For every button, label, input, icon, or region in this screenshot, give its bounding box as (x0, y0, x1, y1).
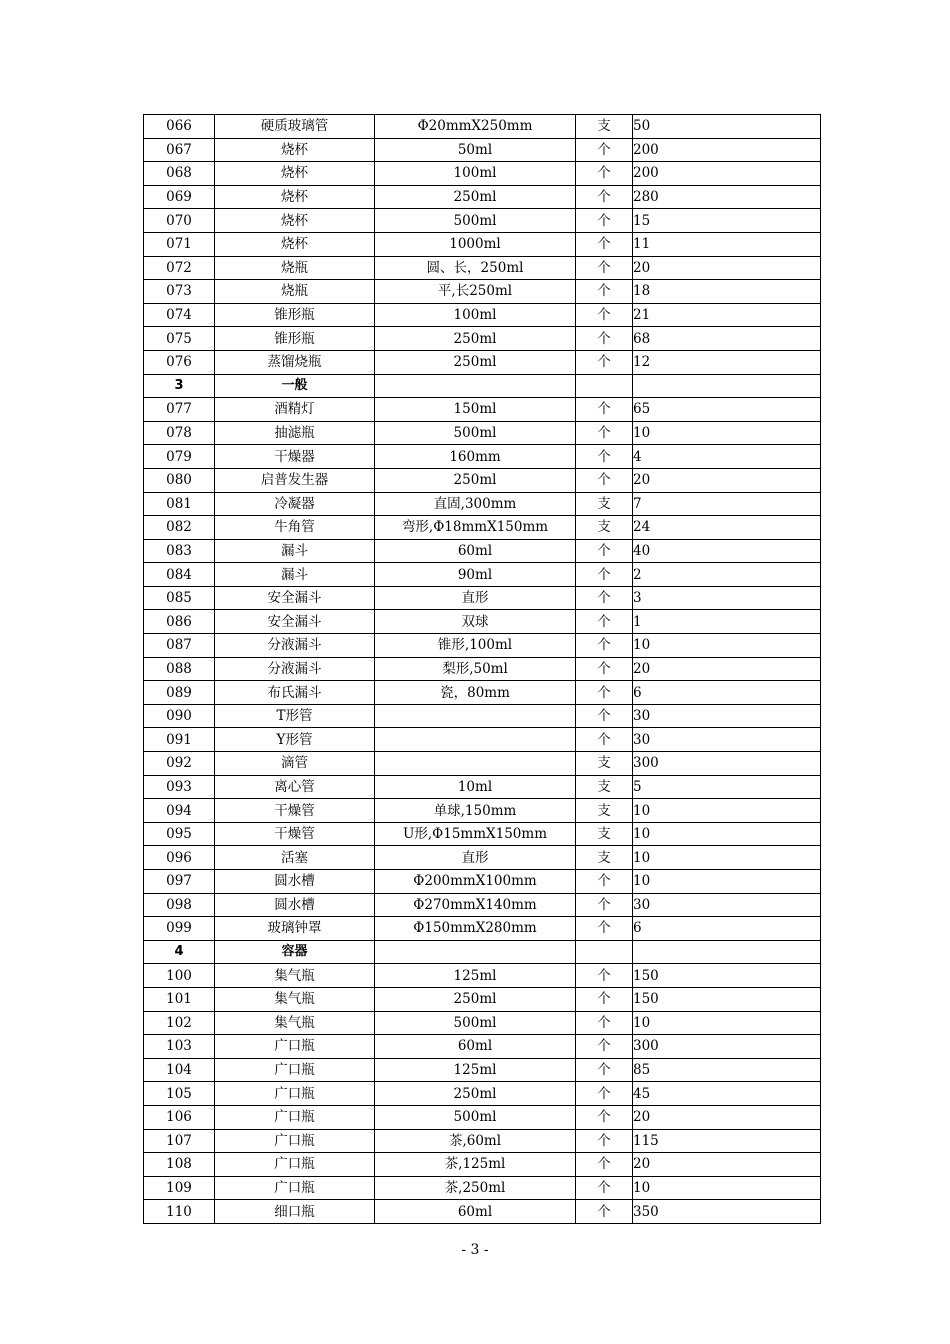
item-number-cell: 071 (144, 232, 215, 256)
item-number-cell: 072 (144, 256, 215, 280)
item-unit-cell: 个 (576, 138, 633, 162)
table-row (144, 917, 821, 941)
item-unit-cell: 支 (576, 115, 633, 139)
item-number-cell: 082 (144, 516, 215, 540)
item-spec-cell: 100ml (375, 162, 576, 186)
item-spec-cell: 10ml (375, 775, 576, 799)
item-unit-cell: 个 (576, 350, 633, 374)
item-name-cell: 离心管 (215, 775, 375, 799)
item-number-cell: 103 (144, 1035, 215, 1059)
item-quantity-cell: 3 (633, 586, 821, 610)
item-name-cell: 干燥器 (215, 445, 375, 469)
item-spec-cell (375, 752, 576, 776)
item-spec-cell: 250ml (375, 987, 576, 1011)
item-number-cell: 096 (144, 846, 215, 870)
item-quantity-cell (633, 374, 821, 398)
item-name-cell: 干燥管 (215, 822, 375, 846)
item-spec-cell: 直形 (375, 586, 576, 610)
item-number-cell: 078 (144, 421, 215, 445)
table-row (144, 185, 821, 209)
item-number-cell: 093 (144, 775, 215, 799)
table-row (144, 539, 821, 563)
item-spec-cell: Φ20mmX250mm (375, 115, 576, 139)
table-row (144, 327, 821, 351)
item-number-cell: 073 (144, 280, 215, 304)
item-quantity-cell: 20 (633, 657, 821, 681)
item-spec-cell: 茶,250ml (375, 1176, 576, 1200)
table-row (144, 303, 821, 327)
item-quantity-cell: 50 (633, 115, 821, 139)
item-quantity-cell: 10 (633, 1011, 821, 1035)
table-row (144, 752, 821, 776)
item-spec-cell: 160mm (375, 445, 576, 469)
item-unit-cell: 支 (576, 846, 633, 870)
item-spec-cell: 50ml (375, 138, 576, 162)
item-unit-cell: 个 (576, 445, 633, 469)
item-number-cell: 088 (144, 657, 215, 681)
section-row (144, 940, 821, 964)
item-name-cell: 广口瓶 (215, 1105, 375, 1129)
item-spec-cell: 梨形,50ml (375, 657, 576, 681)
item-name-cell: 干燥管 (215, 799, 375, 823)
item-spec-cell: 1000ml (375, 232, 576, 256)
item-number-cell: 083 (144, 539, 215, 563)
item-number-cell: 104 (144, 1058, 215, 1082)
item-number-cell: 075 (144, 327, 215, 351)
item-name-cell: 广口瓶 (215, 1129, 375, 1153)
item-number-cell: 106 (144, 1105, 215, 1129)
item-spec-cell: 60ml (375, 1035, 576, 1059)
item-unit-cell: 个 (576, 162, 633, 186)
item-unit-cell: 个 (576, 398, 633, 422)
item-number-cell: 074 (144, 303, 215, 327)
item-spec-cell: 100ml (375, 303, 576, 327)
item-unit-cell: 个 (576, 893, 633, 917)
item-spec-cell: 250ml (375, 327, 576, 351)
table-row (144, 280, 821, 304)
item-unit-cell (576, 940, 633, 964)
item-quantity-cell: 65 (633, 398, 821, 422)
item-quantity-cell: 30 (633, 728, 821, 752)
item-name-cell: 硬质玻璃管 (215, 115, 375, 139)
item-spec-cell: 单球,150mm (375, 799, 576, 823)
item-quantity-cell: 12 (633, 350, 821, 374)
table-row (144, 634, 821, 658)
item-spec-cell: 直形 (375, 846, 576, 870)
item-quantity-cell: 10 (633, 634, 821, 658)
item-spec-cell (375, 940, 576, 964)
item-unit-cell: 个 (576, 1176, 633, 1200)
item-name-cell: 玻璃钟罩 (215, 917, 375, 941)
item-name-cell: 蒸馏烧瓶 (215, 350, 375, 374)
table-row (144, 468, 821, 492)
item-unit-cell: 个 (576, 1058, 633, 1082)
item-quantity-cell: 150 (633, 964, 821, 988)
item-number-cell: 070 (144, 209, 215, 233)
item-unit-cell: 个 (576, 704, 633, 728)
item-spec-cell: 瓷，80mm (375, 681, 576, 705)
table-row (144, 138, 821, 162)
item-quantity-cell: 85 (633, 1058, 821, 1082)
item-quantity-cell: 10 (633, 822, 821, 846)
item-number-cell: 107 (144, 1129, 215, 1153)
table-row (144, 728, 821, 752)
item-spec-cell: U形,Φ15mmX150mm (375, 822, 576, 846)
table-row (144, 1082, 821, 1106)
item-name-cell: 烧杯 (215, 232, 375, 256)
item-quantity-cell: 6 (633, 681, 821, 705)
item-quantity-cell: 45 (633, 1082, 821, 1106)
item-name-cell: 安全漏斗 (215, 586, 375, 610)
item-number-cell: 069 (144, 185, 215, 209)
item-name-cell: 漏斗 (215, 539, 375, 563)
item-quantity-cell: 20 (633, 1153, 821, 1177)
item-name-cell: 烧瓶 (215, 280, 375, 304)
item-spec-cell: 250ml (375, 350, 576, 374)
item-name-cell: 细口瓶 (215, 1200, 375, 1224)
table-row (144, 115, 821, 139)
item-name-cell: 分液漏斗 (215, 657, 375, 681)
item-number-cell: 098 (144, 893, 215, 917)
item-spec-cell: 直固,300mm (375, 492, 576, 516)
item-unit-cell: 个 (576, 964, 633, 988)
item-spec-cell: 60ml (375, 539, 576, 563)
item-quantity-cell: 115 (633, 1129, 821, 1153)
section-row (144, 374, 821, 398)
item-quantity-cell: 150 (633, 987, 821, 1011)
item-number-cell: 102 (144, 1011, 215, 1035)
item-unit-cell: 个 (576, 1129, 633, 1153)
item-spec-cell: 500ml (375, 1011, 576, 1035)
item-number-cell: 108 (144, 1153, 215, 1177)
item-quantity-cell: 11 (633, 232, 821, 256)
item-quantity-cell: 15 (633, 209, 821, 233)
table-row (144, 1153, 821, 1177)
table-row (144, 657, 821, 681)
item-name-cell: 圆水槽 (215, 870, 375, 894)
table-row (144, 563, 821, 587)
item-spec-cell: 圆、长，250ml (375, 256, 576, 280)
item-name-cell: 烧瓶 (215, 256, 375, 280)
table-row (144, 1200, 821, 1224)
table-row (144, 846, 821, 870)
item-name-cell: 广口瓶 (215, 1058, 375, 1082)
item-spec-cell: Φ270mmX140mm (375, 893, 576, 917)
item-unit-cell: 支 (576, 822, 633, 846)
item-name-cell: 滴管 (215, 752, 375, 776)
item-name-cell: 广口瓶 (215, 1153, 375, 1177)
item-quantity-cell: 10 (633, 870, 821, 894)
table-row (144, 586, 821, 610)
item-spec-cell: 90ml (375, 563, 576, 587)
item-number-cell: 092 (144, 752, 215, 776)
table-row (144, 681, 821, 705)
item-number-cell: 089 (144, 681, 215, 705)
table-row (144, 256, 821, 280)
item-number-cell: 097 (144, 870, 215, 894)
item-number-cell: 100 (144, 964, 215, 988)
item-unit-cell: 个 (576, 681, 633, 705)
item-number-cell: 085 (144, 586, 215, 610)
item-quantity-cell: 10 (633, 1176, 821, 1200)
item-number-cell: 067 (144, 138, 215, 162)
item-number-cell: 087 (144, 634, 215, 658)
item-number-cell: 084 (144, 563, 215, 587)
item-name-cell: 容器 (215, 940, 375, 964)
item-number-cell: 105 (144, 1082, 215, 1106)
item-name-cell: 圆水槽 (215, 893, 375, 917)
item-name-cell: 集气瓶 (215, 987, 375, 1011)
item-quantity-cell: 2 (633, 563, 821, 587)
table-row (144, 987, 821, 1011)
item-name-cell: 漏斗 (215, 563, 375, 587)
item-unit-cell (576, 374, 633, 398)
item-unit-cell: 个 (576, 1082, 633, 1106)
item-quantity-cell: 6 (633, 917, 821, 941)
item-unit-cell: 个 (576, 303, 633, 327)
item-number-cell: 066 (144, 115, 215, 139)
item-quantity-cell: 200 (633, 162, 821, 186)
item-quantity-cell: 10 (633, 799, 821, 823)
item-quantity-cell: 280 (633, 185, 821, 209)
item-name-cell: 锥形瓶 (215, 327, 375, 351)
item-name-cell: 广口瓶 (215, 1035, 375, 1059)
item-quantity-cell: 4 (633, 445, 821, 469)
item-name-cell: 烧杯 (215, 162, 375, 186)
item-number-cell: 110 (144, 1200, 215, 1224)
item-quantity-cell: 18 (633, 280, 821, 304)
item-number-cell: 076 (144, 350, 215, 374)
item-name-cell: 冷凝器 (215, 492, 375, 516)
item-spec-cell: 250ml (375, 185, 576, 209)
item-number-cell: 3 (144, 374, 215, 398)
item-quantity-cell: 21 (633, 303, 821, 327)
item-unit-cell: 个 (576, 256, 633, 280)
item-unit-cell: 支 (576, 492, 633, 516)
item-number-cell: 094 (144, 799, 215, 823)
item-name-cell: 一般 (215, 374, 375, 398)
table-row (144, 162, 821, 186)
item-quantity-cell: 350 (633, 1200, 821, 1224)
item-quantity-cell (633, 940, 821, 964)
item-quantity-cell: 40 (633, 539, 821, 563)
item-unit-cell: 支 (576, 516, 633, 540)
item-unit-cell: 个 (576, 657, 633, 681)
item-unit-cell: 个 (576, 280, 633, 304)
table-row (144, 1035, 821, 1059)
item-number-cell: 079 (144, 445, 215, 469)
table-row (144, 704, 821, 728)
table-row (144, 799, 821, 823)
equipment-table-body (144, 115, 821, 1224)
item-quantity-cell: 10 (633, 846, 821, 870)
item-quantity-cell: 24 (633, 516, 821, 540)
item-quantity-cell: 200 (633, 138, 821, 162)
item-name-cell: 启普发生器 (215, 468, 375, 492)
item-quantity-cell: 300 (633, 1035, 821, 1059)
item-unit-cell: 个 (576, 917, 633, 941)
table-row (144, 1176, 821, 1200)
item-name-cell: 烧杯 (215, 209, 375, 233)
item-name-cell: T形管 (215, 704, 375, 728)
table-row (144, 492, 821, 516)
item-unit-cell: 个 (576, 539, 633, 563)
table-row (144, 1058, 821, 1082)
item-spec-cell (375, 704, 576, 728)
table-row (144, 445, 821, 469)
item-quantity-cell: 7 (633, 492, 821, 516)
item-spec-cell: 茶,125ml (375, 1153, 576, 1177)
table-row (144, 350, 821, 374)
item-number-cell: 077 (144, 398, 215, 422)
page-number: - 3 - (461, 1242, 489, 1258)
item-unit-cell: 个 (576, 1153, 633, 1177)
item-unit-cell: 个 (576, 987, 633, 1011)
item-name-cell: 广口瓶 (215, 1176, 375, 1200)
item-unit-cell: 支 (576, 775, 633, 799)
item-number-cell: 090 (144, 704, 215, 728)
item-spec-cell: 锥形,100ml (375, 634, 576, 658)
item-number-cell: 4 (144, 940, 215, 964)
item-unit-cell: 个 (576, 1011, 633, 1035)
item-spec-cell (375, 374, 576, 398)
item-unit-cell: 个 (576, 327, 633, 351)
item-number-cell: 086 (144, 610, 215, 634)
item-name-cell: 烧杯 (215, 185, 375, 209)
item-quantity-cell: 20 (633, 1105, 821, 1129)
table-row (144, 822, 821, 846)
item-unit-cell: 个 (576, 563, 633, 587)
item-spec-cell: 125ml (375, 1058, 576, 1082)
item-spec-cell: 500ml (375, 421, 576, 445)
item-quantity-cell: 20 (633, 256, 821, 280)
item-name-cell: 烧杯 (215, 138, 375, 162)
table-row (144, 1011, 821, 1035)
item-unit-cell: 个 (576, 1105, 633, 1129)
item-spec-cell: Φ150mmX280mm (375, 917, 576, 941)
table-row (144, 1105, 821, 1129)
item-spec-cell: 500ml (375, 1105, 576, 1129)
table-row (144, 870, 821, 894)
item-unit-cell: 个 (576, 468, 633, 492)
item-name-cell: 活塞 (215, 846, 375, 870)
item-unit-cell: 个 (576, 1035, 633, 1059)
item-name-cell: 分液漏斗 (215, 634, 375, 658)
table-row (144, 775, 821, 799)
item-unit-cell: 个 (576, 728, 633, 752)
item-number-cell: 068 (144, 162, 215, 186)
item-spec-cell: 平,长250ml (375, 280, 576, 304)
item-name-cell: Y形管 (215, 728, 375, 752)
item-name-cell: 广口瓶 (215, 1082, 375, 1106)
item-number-cell: 101 (144, 987, 215, 1011)
table-row (144, 1129, 821, 1153)
item-quantity-cell: 10 (633, 421, 821, 445)
item-number-cell: 091 (144, 728, 215, 752)
item-quantity-cell: 20 (633, 468, 821, 492)
item-number-cell: 081 (144, 492, 215, 516)
item-name-cell: 安全漏斗 (215, 610, 375, 634)
item-name-cell: 集气瓶 (215, 1011, 375, 1035)
item-quantity-cell: 30 (633, 704, 821, 728)
item-spec-cell: 茶,60ml (375, 1129, 576, 1153)
item-number-cell: 109 (144, 1176, 215, 1200)
table-row (144, 421, 821, 445)
item-number-cell: 099 (144, 917, 215, 941)
table-row (144, 232, 821, 256)
item-quantity-cell: 1 (633, 610, 821, 634)
table-row (144, 964, 821, 988)
item-name-cell: 集气瓶 (215, 964, 375, 988)
table-row (144, 893, 821, 917)
item-unit-cell: 个 (576, 870, 633, 894)
item-unit-cell: 支 (576, 752, 633, 776)
item-spec-cell (375, 728, 576, 752)
item-spec-cell: Φ200mmX100mm (375, 870, 576, 894)
item-spec-cell: 双球 (375, 610, 576, 634)
item-quantity-cell: 30 (633, 893, 821, 917)
item-quantity-cell: 68 (633, 327, 821, 351)
item-name-cell: 布氏漏斗 (215, 681, 375, 705)
item-unit-cell: 支 (576, 799, 633, 823)
item-unit-cell: 个 (576, 209, 633, 233)
item-spec-cell: 弯形,Φ18mmX150mm (375, 516, 576, 540)
table-row (144, 209, 821, 233)
item-name-cell: 锥形瓶 (215, 303, 375, 327)
item-unit-cell: 个 (576, 610, 633, 634)
item-spec-cell: 250ml (375, 1082, 576, 1106)
item-unit-cell: 个 (576, 232, 633, 256)
item-unit-cell: 个 (576, 421, 633, 445)
item-spec-cell: 150ml (375, 398, 576, 422)
item-spec-cell: 500ml (375, 209, 576, 233)
item-unit-cell: 个 (576, 586, 633, 610)
equipment-table (143, 114, 821, 1224)
item-quantity-cell: 300 (633, 752, 821, 776)
item-spec-cell: 60ml (375, 1200, 576, 1224)
item-name-cell: 酒精灯 (215, 398, 375, 422)
item-quantity-cell: 5 (633, 775, 821, 799)
item-number-cell: 095 (144, 822, 215, 846)
item-spec-cell: 250ml (375, 468, 576, 492)
item-unit-cell: 个 (576, 185, 633, 209)
item-number-cell: 080 (144, 468, 215, 492)
item-unit-cell: 个 (576, 634, 633, 658)
table-row (144, 610, 821, 634)
item-name-cell: 牛角管 (215, 516, 375, 540)
table-row (144, 398, 821, 422)
item-name-cell: 抽滤瓶 (215, 421, 375, 445)
item-spec-cell: 125ml (375, 964, 576, 988)
item-unit-cell: 个 (576, 1200, 633, 1224)
table-row (144, 516, 821, 540)
